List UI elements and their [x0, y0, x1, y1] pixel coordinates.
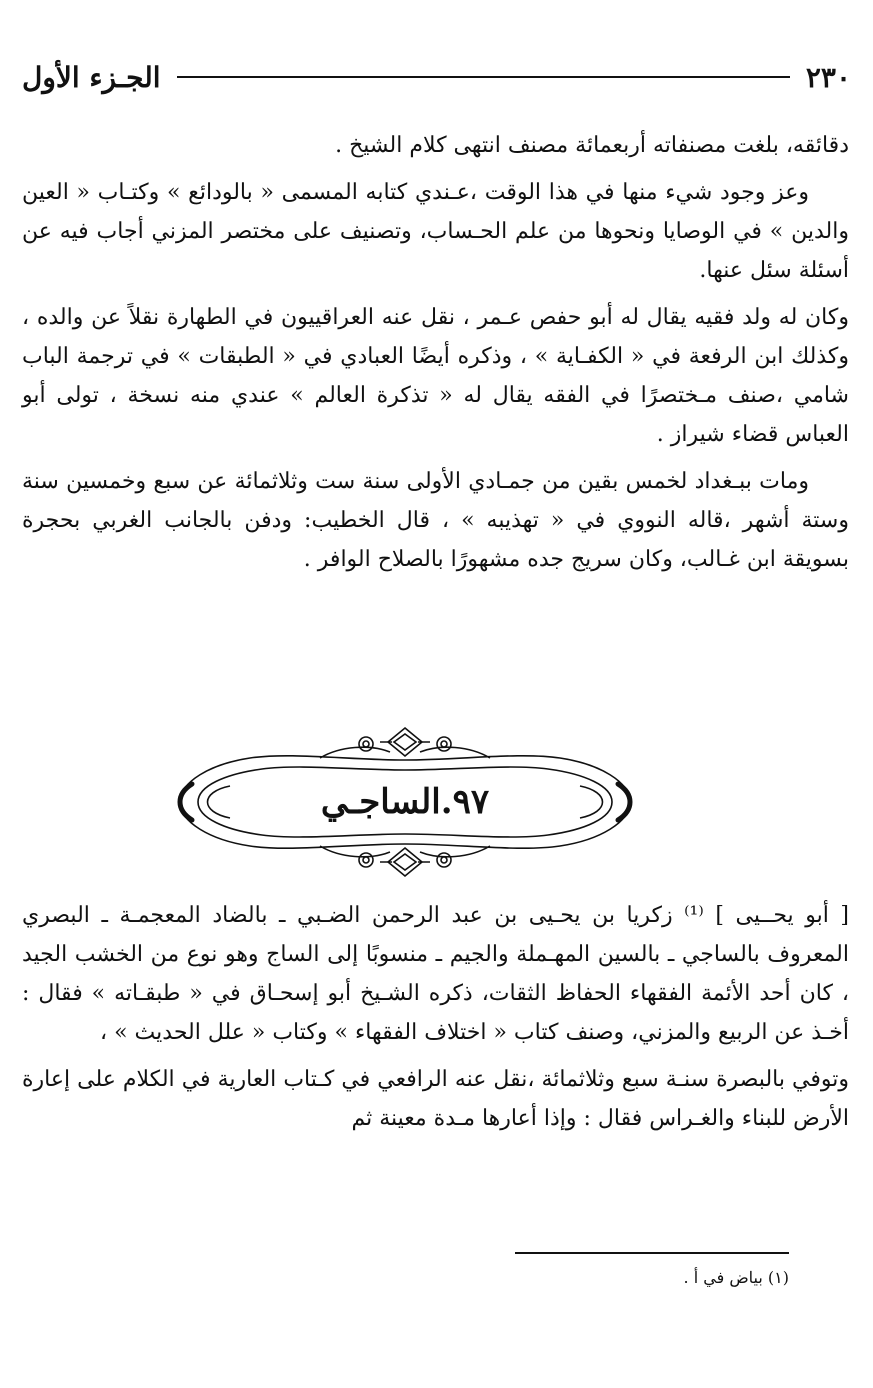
bottom-text-block [22, 896, 849, 1146]
running-header [22, 52, 851, 102]
top-text-block [22, 126, 849, 587]
page-number: ٢٣٠ [805, 60, 851, 94]
footnote-rule [515, 1252, 789, 1254]
footnote: (١) بياض في أ . [683, 1268, 789, 1287]
paragraph: وعز وجود شيء منها في هذا الوقت ،عـندي كتابه المسمى « بالودائع » وكتـاب « العين والدين » في الوصايا ونحوها من علم الحـساب، وتصنيف على مختصر المزني أجاب فيه عن أسئلة سئل عنها. [22, 180, 849, 283]
paragraph: وكان له ولد فقيه يقال له أبو حفص عـمر ، نقل عنه العراقييون في الطهارة نقلاً عن والده ، وكذلك ابن الرفعة في « الكفـاية » ، وذكره أيضًا العبادي في « الطبقات » في ترجمة الباب شامي ،صنف مـختصرًا في الفقه يقال له « تذكرة العالم » عندي منه نسخة ، تولى أبو العباس قضاء شيراز . [22, 305, 849, 447]
paragraph-continuation: دقائقه، بلغت مصنفاته أربعمائة مصنف انتهى كلام الشيخ . [335, 133, 849, 158]
entry-heading-ornament [170, 722, 640, 882]
entry-title: ٩٧.الساجـي [320, 782, 490, 822]
header-rule [177, 76, 790, 78]
part-title: الجـزء الأول [22, 60, 161, 94]
paragraph: [ أبو يحــيى ] ⁽¹⁾ زكريا بن يحـيى بن عبد الرحمن الضـبي ـ بالضاد المعجمـة ـ البصري المعروف بالساجي ـ بالسين المهـملة والجيم ـ منسوبًا إلى الساج وهو نوع من الخشب الجيد ، كان أحد الأئمة الفقهاء الحفاظ الثقات، ذكره الشـيخ أبو إسحـاق في « طبقـاته » فقال : أخـذ عن الربيع والمزني، وصنف كتاب « اختلاف الفقهاء » وكتاب « علل الحديث » ، [22, 903, 849, 1045]
paragraph: وتوفي بالبصرة سنـة سبع وثلاثمائة ،نقل عنه الرافعي في كـتاب العارية في الكلام على إعارة الأرض للبناء والغـراس فقال : وإذا أعارها مـدة معينة ثم [22, 1067, 849, 1131]
paragraph: ومات ببـغداد لخمس بقين من جمـادي الأولى سنة ست وثلاثمائة عن سبع وخمسين سنة وستة أشهر ،قاله النووي في « تهذيبه » ، قال الخطيب: ودفن بالجانب الغربي بحجرة بسويقة ابن غـالب، وكان سريج جده مشهورًا بالصلاح الوافر . [22, 469, 849, 572]
